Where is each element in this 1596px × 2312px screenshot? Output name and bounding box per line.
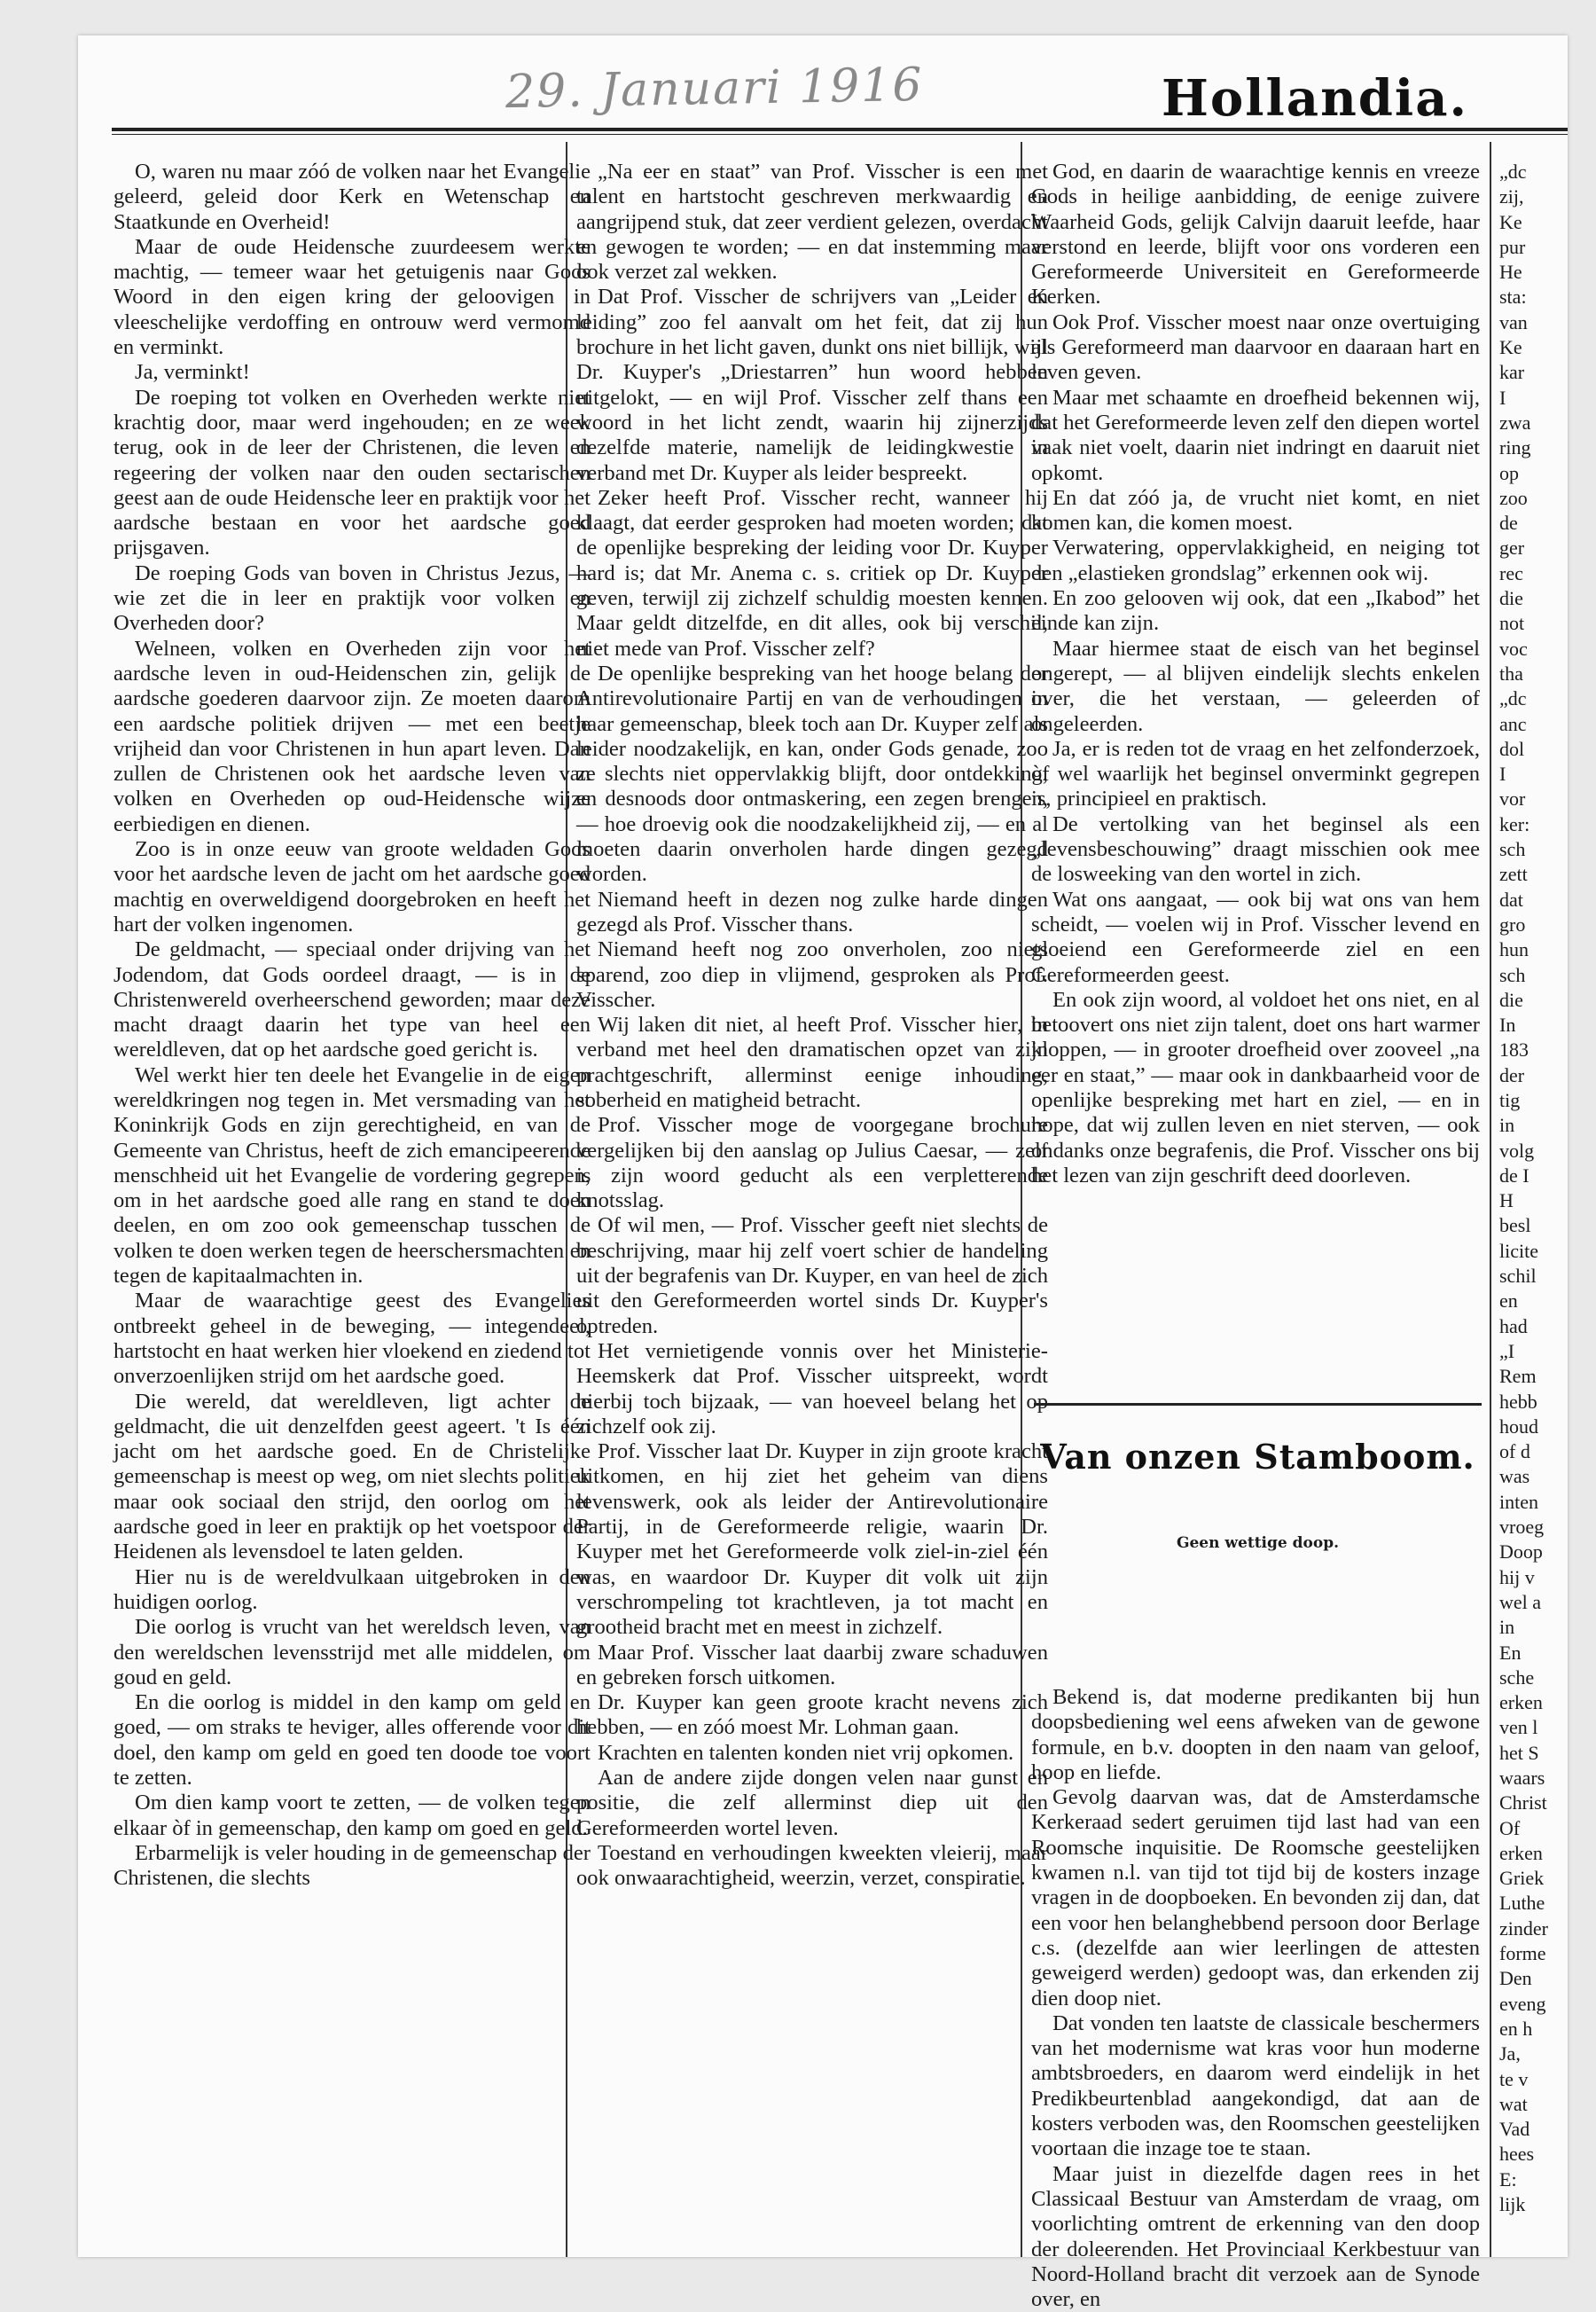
line-fragment: hij v — [1499, 1565, 1535, 1588]
line-fragment: had — [1499, 1314, 1528, 1337]
line-fragment: sch — [1499, 838, 1526, 861]
stamboom-article — [1031, 1685, 1480, 2312]
line-fragment: in — [1499, 1616, 1515, 1639]
paragraph: Erbarmelijk is veler houding in de gemeenschap der Christenen, die slechts — [113, 1840, 591, 1891]
paragraph: De openlijke bespreking van het hooge belang der Antirevolutionaire Partij en van de verhoudingen in haar gemeenschap, bleek toch aan Dr. Kuyper zelf als leider noodzakelijk, en kan, onder Gods genade, zoo ze slechts niet oppervlakkig blijft, door ontdekking, en desnoods door ontmaskering, een zegen brengen, — hoe droevig ook die noodzakelijkheid zij, — en al moeten daarin onverholen harde dingen gezegd worden. — [576, 661, 1048, 887]
masthead-title: Hollandia. — [1161, 69, 1468, 128]
paragraph: Hier nu is de wereldvulkaan uitgebroken in den huidigen oorlog. — [113, 1564, 591, 1614]
line-fragment: schil — [1499, 1265, 1537, 1288]
paragraph: Ja, verminkt! — [135, 360, 250, 385]
line-fragment: „dc — [1499, 161, 1527, 183]
paragraph: De roeping tot volken en Overheden werkte niet krachtig door, maar werd ingehouden; en ze week terug, ook in de leer der Christenen, die leven en regeering der volken naar den ouden sectarischen geest aan de oude Heidensche leer en praktijk voor het aardsche bestaan en voor het aardsche goed prijsgaven. — [113, 385, 591, 560]
line-fragment: E: — [1499, 2167, 1517, 2191]
paragraph: Prof. Visscher moge de voorgegane brochure vergelijken bij den aanslag op Julius Caesar, — zelf is zijn woord geducht als een verpletterende knotsslag. — [576, 1113, 1048, 1213]
paragraph: Wat ons aangaat, — ook bij wat ons van hem scheidt, — voelen wij in Prof. Visscher levend en gloeiend een Gereformeerde ziel en een Gereformeerden geest. — [1031, 887, 1480, 987]
paragraph: Gevolg daarvan was, dat de Amsterdamsche Kerkeraad sedert geruimen tijd last had van een Roomsche inquisitie. De Roomsche geestelijken kwamen n.l. van tijd tot tijd bij de kosters inzage vragen in de doopboeken. En bevonden zij dan, dat een voor hen belanghebbend persoon door Berlage c.s. (dezelfde aan wier leerlingen de attesten geweigerd werden) gedoopt was, dan erkenden zij dien doop niet. — [1031, 1785, 1480, 2010]
section-heading: Van onzen Stamboom. — [1040, 1437, 1475, 1477]
line-fragment: besl — [1499, 1214, 1531, 1237]
paragraph: Zoo is in onze eeuw van groote weldaden Gods voor het aardsche leven de jacht om het aardsche goed machtig en overweldigend doorgebroken en heeft het hart der volken ingenomen. — [113, 837, 591, 937]
line-fragment: Ja, — [1499, 2042, 1521, 2065]
paragraph: En die oorlog is middel in den kamp om geld en goed, — om straks te heviger, alles offerende voor dit doel, den kamp om geld en goed ten doode toe voort te zetten. — [113, 1690, 591, 1790]
line-fragment: I — [1499, 386, 1506, 409]
line-fragment: die — [1499, 988, 1523, 1011]
line-fragment: I — [1499, 763, 1506, 786]
line-fragment: sta: — [1499, 286, 1527, 309]
line-fragment: zoo — [1499, 486, 1528, 509]
line-fragment: He — [1499, 261, 1522, 284]
section-divider — [1034, 1403, 1482, 1406]
paragraph: Maar met schaamte en droefheid bekennen wij, dat het Gereformeerde leven zelf den diepen wortel vaak niet voelt, daarin niet indringt en daaruit niet opkomt. — [1031, 385, 1480, 485]
line-fragment: anc — [1499, 712, 1527, 735]
paragraph: God, en daarin de waarachtige kennis en vreeze Gods in heilige aanbidding, de eenige zuivere Waarheid Gods, gelijk Calvijn daaruit leefde, haar verstond en leerde, blijft voor ons vorderen een Gereformeerde Universiteit en Gereformeerde Kerken. — [1031, 160, 1480, 310]
line-fragment: inten — [1499, 1490, 1538, 1513]
line-fragment: eveng — [1499, 1992, 1546, 2015]
line-fragment: sche — [1499, 1665, 1535, 1689]
line-fragment: Of — [1499, 1816, 1521, 1839]
line-fragment: ker: — [1499, 812, 1530, 835]
line-fragment: volg — [1499, 1139, 1535, 1162]
paragraph: Die oorlog is vrucht van het wereldsch leven, van den wereldschen levensstrijd met alle middelen, om goud en geld. — [113, 1615, 591, 1689]
paragraph: En zoo gelooven wij ook, dat een „Ikabod” het einde kan zijn. — [1031, 586, 1480, 636]
header-rule — [112, 128, 1568, 135]
paragraph: Om dien kamp voort te zetten, — de volken tegen elkaar òf in gemeenschap, den kamp om goed en geld. — [113, 1791, 591, 1840]
line-fragment: die — [1499, 587, 1523, 610]
paragraph: Het vernietigende vonnis over het Ministerie-Heemskerk dat Prof. Visscher uitspreekt, wordt hierbij toch bijzaak, — van hoeveel belang het op zichzelf ook zij. — [576, 1338, 1048, 1438]
line-fragment: sch — [1499, 963, 1526, 986]
paragraph: Prof. Visscher laat Dr. Kuyper in zijn groote kracht uitkomen, en hij ziet het geheim van diens levenswerk, ook als leider der Antirevolutionaire Partij, in de Gereformeerde religie, waarin Dr. Kuyper met het Gereformeerde volk ziel-in-ziel één was, en waardoor Dr. Kuyper dit volk uit zijn verschrompeling tot krachtleven, ja tot macht en grootheid bracht met en meest in zichzelf. — [576, 1439, 1048, 1640]
paragraph: Wij laken dit niet, al heeft Prof. Visscher hier, in verband met heel den dramatischen opzet van zijn prachtgeschrift, allerminst eenige inhouding, soberheid en matigheid betracht. — [576, 1013, 1048, 1112]
paragraph: Wel werkt hier ten deele het Evangelie in de eigen wereldkringen nog tegen in. Met versmading van het Koninkrijk Gods en zijn gerechtigheid, en van de Gemeente van Christus, heeft de zich emancipeerende menschheid uit het Evangelie de vordering gegrepen, om in het aardsche goed alle rang en stand te doen deelen, en om zoo ook gemeenschap tusschen de volken te doen werken tegen de heerschersmachten en tegen de kapitaalmachten in. — [113, 1062, 591, 1289]
line-fragment: hees — [1499, 2143, 1535, 2166]
paragraph: O, waren nu maar zóó de volken naar het Evangelie geleerd, geleid door Kerk en Wetenschap en Staatkunde en Overheid! — [113, 160, 591, 234]
line-fragment: vor — [1499, 788, 1526, 811]
column-divider — [1490, 142, 1491, 2257]
line-fragment: ven l — [1499, 1716, 1538, 1739]
article-column-2 — [576, 160, 1048, 2248]
paragraph: Niemand heeft in dezen nog zulke harde dingen gezegd als Prof. Visscher thans. — [576, 887, 1048, 937]
line-fragment: en — [1499, 1289, 1518, 1313]
line-fragment: Griek — [1499, 1867, 1545, 1890]
line-fragment: tig — [1499, 1088, 1521, 1111]
line-fragment: in — [1499, 1114, 1515, 1137]
line-fragment: dat — [1499, 888, 1523, 911]
paragraph: Ook Prof. Visscher moest naar onze overtuiging als Gereformeerd man daarvoor en daaraan hart en leven geven. — [1031, 310, 1480, 385]
paragraph: Maar Prof. Visscher laat daarbij zware schaduwen en gebreken forsch uitkomen. — [576, 1640, 1048, 1689]
line-fragment: voc — [1499, 637, 1528, 660]
line-fragment: zij, — [1499, 185, 1524, 208]
paragraph: En dat zóó ja, de vrucht niet komt, en niet komen kan, die komen moest. — [1031, 485, 1480, 536]
line-fragment: Luthe — [1499, 1892, 1545, 1915]
paragraph: Bekend is, dat moderne predikanten bij hun doopsbediening wel eens afweken van de gewone formule, en b.v. doopten in den naam van geloof, hoop en liefde. — [1031, 1685, 1480, 1784]
paragraph: De vertolking van het beginsel als een „levensbeschouwing” draagt misschien ook mee de losweeking van den wortel in zich. — [1031, 811, 1480, 887]
line-fragment: hun — [1499, 938, 1529, 961]
line-fragment: „I — [1499, 1339, 1515, 1362]
article-column-3 — [1031, 160, 1480, 1397]
paragraph: En ook zijn woord, al voldoet het ons niet, en al betoovert ons niet zijn talent, doet ons hart warmer kloppen, — in grooter droefheid over zooveel „na eer en staat,” — maar ook in dankbaarheid voor de openlijke bespreking met hart en ziel, — en in hope, dat wij zullen leven en niet sterven, — ook ondanks onze begrafenis, die Prof. Visscher ons bij het lezen van zijn geschrift deed doorleven. — [1031, 987, 1480, 1187]
line-fragment: erken — [1499, 1841, 1543, 1864]
line-fragment: wat — [1499, 2092, 1528, 2115]
line-fragment: van — [1499, 310, 1528, 333]
line-fragment: ger — [1499, 537, 1525, 560]
paragraph: Dat vonden ten laatste de classicale beschermers van het modernisme wat kras voor hun moderne ambtsbroeders, en daarom werd eindelijk in het Predikbeurtenblad aangekondigd, dat aan de kosters verboden was, den Roomschen geestelijken voortaan die inzage toe te staan. — [1031, 2010, 1480, 2161]
line-fragment: Ke — [1499, 336, 1522, 359]
line-fragment: de — [1499, 512, 1518, 535]
line-fragment: wel a — [1499, 1590, 1542, 1613]
line-fragment: of d — [1499, 1440, 1530, 1463]
line-fragment: In — [1499, 1014, 1516, 1037]
paragraph: Dat Prof. Visscher de schrijvers van „Leider en leiding” zoo fel aanvalt om het feit, dat zij hun brochure in het licht gaven, dunkt ons niet billijk, wijl Dr. Kuyper's „Driestarren” hun woord hebben uitgelokt, — en wijl Prof. Visscher zelf thans een woord in het licht zendt, waarin hij zijnerzijds dezelfde materie, namelijk de leidingkwestie in verband met Dr. Kuyper als leider bespreekt. — [576, 285, 1048, 485]
paragraph: De roeping Gods van boven in Christus Jezus, — wie zet die in leer en praktijk voor volken en Overheden door? — [113, 560, 591, 636]
line-fragment: rec — [1499, 561, 1523, 584]
line-fragment: kar — [1499, 361, 1525, 384]
line-fragment: forme — [1499, 1942, 1546, 1965]
paragraph: Krachten en talenten konden niet vrij opkomen. — [598, 1740, 1014, 1765]
line-fragment: te v — [1499, 2067, 1529, 2090]
line-fragment: de I — [1499, 1164, 1530, 1187]
line-fragment: hebb — [1499, 1390, 1537, 1413]
line-fragment: vroeg — [1499, 1516, 1545, 1539]
line-fragment: lijk — [1499, 2193, 1526, 2216]
paragraph: Ja, er is reden tot de vraag en het zelfonderzoek, òf wel waarlijk het beginsel onverminkt gegrepen is, principieel en praktisch. — [1031, 736, 1480, 811]
line-fragment: pur — [1499, 235, 1526, 258]
line-fragment: 183 — [1499, 1038, 1529, 1062]
section-subheading: Geen wettige doop. — [1176, 1534, 1340, 1552]
line-fragment: „dc — [1499, 687, 1527, 710]
paragraph: Niemand heeft nog zoo onverholen, zoo niets sparend, zoo diep in vlijmend, gesproken als Prof. Visscher. — [576, 937, 1048, 1012]
article-column-1 — [113, 160, 591, 2248]
paragraph: Die wereld, dat wereldleven, ligt achter de geldmacht, die uit denzelfden geest ageert. 't Is één jacht om het aardsche goed. En de Christelijke gemeenschap is meest op weg, om niet slechts politiek maar ook sociaal den strijd, den oorlog om het aardsche goed in leer en praktijk op het voetspoor der Heidenen als levensdoel te laten gelden. — [113, 1389, 591, 1564]
line-fragment: der — [1499, 1063, 1525, 1086]
line-fragment: het S — [1499, 1741, 1539, 1764]
line-fragment: ring — [1499, 436, 1531, 459]
cutoff-column-fragments — [1499, 160, 1568, 2253]
paragraph: Maar hiermee staat de eisch van het beginsel ongerept, — al blijven eindelijk slechts enkelen over, die het verstaan, — geleerden of ongeleerden. — [1031, 636, 1480, 736]
line-fragment: dol — [1499, 737, 1525, 760]
line-fragment: Christ — [1499, 1791, 1547, 1814]
line-fragment: zett — [1499, 863, 1528, 886]
paragraph: Dr. Kuyper kan geen groote kracht nevens zich hebben, — en zóó moest Mr. Lohman gaan. — [576, 1690, 1048, 1740]
line-fragment: zwa — [1499, 411, 1531, 434]
line-fragment: erken — [1499, 1691, 1543, 1714]
line-fragment: en h — [1499, 2017, 1533, 2040]
line-fragment: gro — [1499, 913, 1526, 936]
clipping-sheet — [78, 35, 1568, 2312]
paragraph: Aan de andere zijde dongen velen naar gunst en positie, die zelf allerminst diep uit den Gereformeerden wortel leven. — [576, 1766, 1048, 1840]
line-fragment: Doop — [1499, 1540, 1543, 1564]
paragraph: Verwatering, oppervlakkigheid, en neiging tot den „elastieken grondslag” erkennen ook wij. — [1031, 536, 1480, 585]
line-fragment: Rem — [1499, 1365, 1537, 1388]
paragraph: Maar juist in diezelfde dagen rees in het Classicaal Bestuur van Amsterdam de vraag, om voorlichting omtrent de erkenning van den doop der doleerenden. Het Provinciaal Kerkbestuur van Noord-Holland bracht dit verzoek aan de Synode over, en — [1031, 2161, 1480, 2312]
line-fragment: Den — [1499, 1967, 1532, 1990]
line-fragment: was — [1499, 1465, 1530, 1488]
line-fragment: not — [1499, 612, 1525, 635]
paragraph: De geldmacht, — speciaal onder drijving van het Jodendom, dat Gods oordeel draagt, — is in de Christenwereld overheerschend geworden; maar deze macht draagt daarin het type van heel een wereldleven, dat op het aardsche goed gericht is. — [113, 937, 591, 1062]
paragraph: Zeker heeft Prof. Visscher recht, wanneer hij klaagt, dat eerder gesproken had moeten worden; dat de openlijke bespreking der leiding voor Dr. Kuyper hard is; dat Mr. Anema c. s. critiek op Dr. Kuyper geven, terwijl zij zichzelf schuldig moesten kennen. Maar geldt ditzelfde, en dit alles, ook bij verschil, niet mede van Prof. Visscher zelf? — [576, 485, 1048, 661]
line-fragment: Ke — [1499, 210, 1522, 233]
paragraph: „Na eer en staat” van Prof. Visscher is een met talent en hartstocht geschreven merkwaardig en aangrijpend stuk, dat zeer verdient gelezen, overdacht en gewogen te worden; — en dat instemming maar ook verzet zal wekken. — [576, 160, 1048, 285]
line-fragment: houd — [1499, 1415, 1538, 1438]
line-fragment: waars — [1499, 1767, 1545, 1789]
paragraph: Toestand en verhoudingen kweekten vleierij, maar ook onwaarachtigheid, weerzin, verzet, conspiratie. — [576, 1840, 1048, 1891]
line-fragment: Vad — [1499, 2118, 1530, 2141]
paragraph: Maar de waarachtige geest des Evangelies ontbreekt geheel in de beweging, — integendeel, hartstocht en haat werken hier vloekend en ziedend tot onverzoenlijken strijd om het aardsche goed. — [113, 1289, 591, 1389]
paragraph: Maar de oude Heidensche zuurdeesem werkte machtig, — temeer waar het getuigenis naar Gods Woord in den eigen kring der geloovigen in vleeschelijke verdoffing en ontrouw werd vermomd en verminkt. — [113, 234, 591, 360]
line-fragment: En — [1499, 1641, 1522, 1664]
line-fragment: licite — [1499, 1239, 1538, 1262]
line-fragment: zinder — [1499, 1916, 1548, 1940]
paragraph: Of wil men, — Prof. Visscher geeft niet slechts de beschrijving, maar hij zelf voert schier de handeling uit der begrafenis van Dr. Kuyper, en van heel de zich uit den Gereformeerden wortel sinds Dr. Kuyper's optreden. — [576, 1213, 1048, 1338]
line-fragment: H — [1499, 1189, 1514, 1212]
handwritten-date: 29. Januari 1916 — [505, 58, 924, 120]
paragraph: Welneen, volken en Overheden zijn voor het aardsche leven in oud-Heidenschen zin, gelijk de aardsche goederen daarvoor zijn. Ze moeten daarom een aardsche politiek drijven — met een beetje vrijheid dan voor Christenen in hun apart leven. Dan zullen de Christenen ook het aardsche leven van volken en Overheden op oud-Heidensche wijze eerbiedigen en dienen. — [113, 636, 591, 836]
line-fragment: tha — [1499, 662, 1523, 685]
line-fragment: op — [1499, 461, 1519, 484]
